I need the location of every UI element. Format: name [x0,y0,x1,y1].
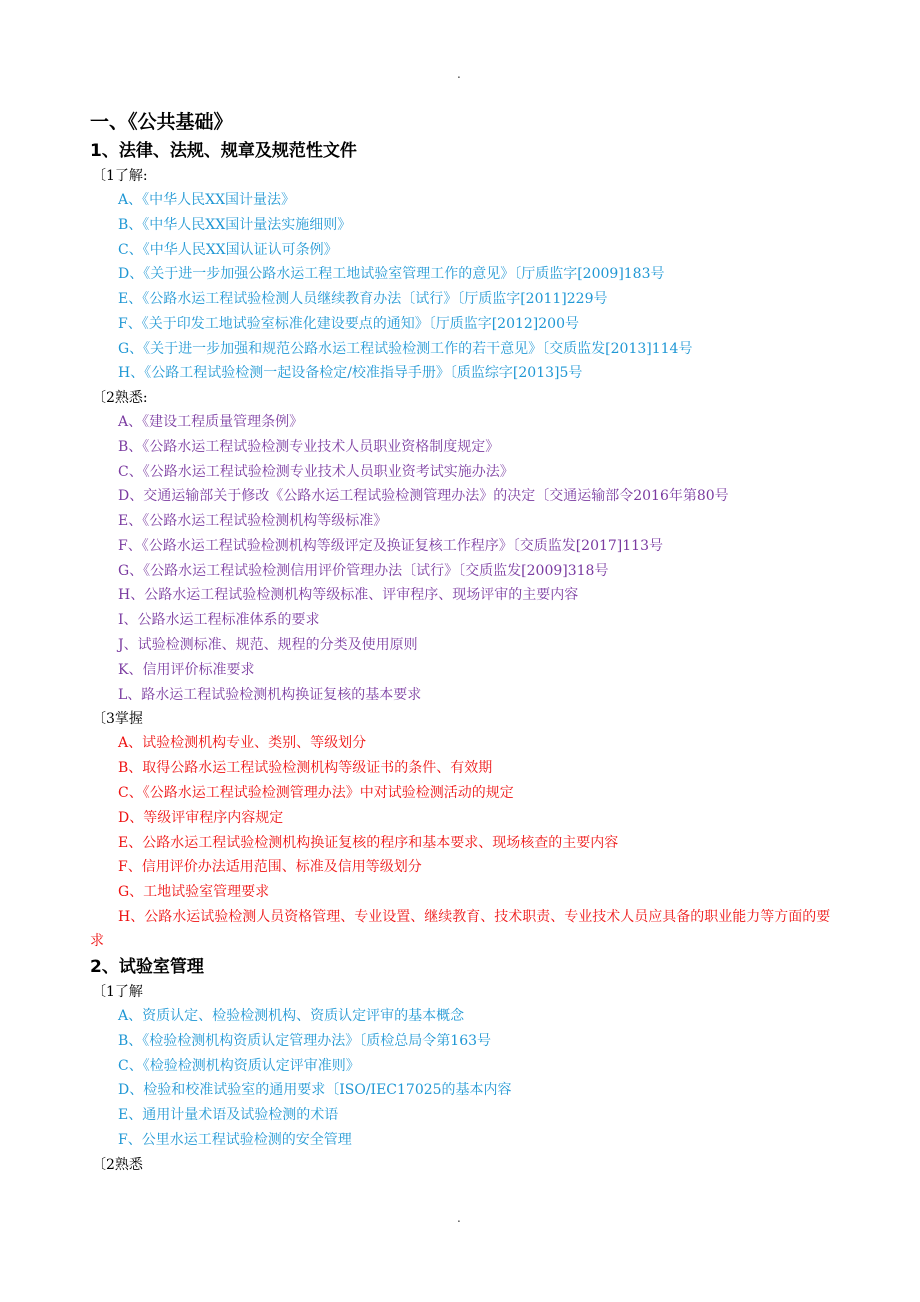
section-heading: 1、法律、法规、规章及规范性文件 [90,141,357,161]
level-label: 〔3掌握 [92,711,143,728]
list-item: A、《建设工程质量管理条例》 [118,414,304,431]
page-mark-bottom: . [457,1211,461,1225]
list-item: B、《中华人民XX国计量法实施细则》 [118,216,352,233]
list-item: D、《关于进一步加强公路水运工程工地试验室管理工作的意见》〔厅质监字[2009]183号 [118,266,665,283]
list-item: H、公路水运试验检测人员资格管理、专业设置、继续教育、技术职责、专业技术人员应具备的职业能力等方面的要求 [90,908,831,950]
list-item: H、公路水运工程试验检测机构等级标准、评审程序、现场评审的主要内容 [118,587,579,604]
list-item: C、《检验检测机构资质认定评审准则》 [118,1057,360,1074]
list-item: G、工地试验室管理要求 [118,884,270,901]
list-item: J、试验检测标准、规范、规程的分类及使用原则 [118,636,418,653]
level-label: 〔2熟悉: [92,390,148,407]
sections-container [90,138,838,1177]
list-item: C、《中华人民XX国认证认可条例》 [118,241,338,258]
list-item: F、公里水运工程试验检测的安全管理 [118,1131,352,1148]
list-item: E、公路水运工程试验检测机构换证复核的程序和基本要求、现场核查的主要内容 [118,834,619,851]
section-heading: 2、试验室管理 [90,956,204,977]
list-item: L、路水运工程试验检测机构换证复核的基本要求 [118,686,422,703]
level-label: 〔2熟悉 [92,1156,143,1173]
chapter-heading: 一、《公共基础》 [90,111,233,133]
list-item: B、取得公路水运工程试验检测机构等级证书的条件、有效期 [118,760,493,777]
list-item: I、公路水运工程标准体系的要求 [118,612,320,629]
list-item: D、交通运输部关于修改《公路水运工程试验检测管理办法》的决定〔交通运输部令2016年第80号 [118,488,729,505]
list-item: E、《公路水运工程试验检测机构等级标准》 [118,512,388,529]
list-item: D、检验和校准试验室的通用要求〔ISO/IEC17025的基本内容 [118,1082,512,1099]
list-item: F、《公路水运工程试验检测机构等级评定及换证复核工作程序》〔交质监发[2017]113号 [118,537,663,554]
list-item: F、《关于印发工地试验室标准化建设要点的通知》〔厅质监字[2012]200号 [118,315,579,332]
level-label: 〔1了解 [92,983,143,1000]
list-item: F、信用评价办法适用范围、标准及信用等级划分 [118,859,422,876]
list-item: C、《公路水运工程试验检测管理办法》中对试验检测活动的规定 [118,784,514,801]
list-item: E、《公路水运工程试验检测人员继续教育办法〔试行》〔厅质监字[2011]229号 [118,291,608,308]
level-label: 〔1了解: [92,168,148,184]
list-item: B、《公路水运工程试验检测专业技术人员职业资格制度规定》 [118,438,500,455]
list-item: G、《关于进一步加强和规范公路水运工程试验检测工作的若干意见》〔交质监发[2013]114号 [118,340,693,357]
list-item: A、《中华人民XX国计量法》 [118,192,296,208]
list-item: G、《公路水运工程试验检测信用评价管理办法〔试行》〔交质监发[2009]318号 [118,562,609,579]
list-item: B、《检验检测机构资质认定管理办法》〔质检总局令第163号 [118,1032,492,1049]
list-item: D、等级评审程序内容规定 [118,809,284,826]
list-item: E、通用计量术语及试验检测的术语 [118,1107,339,1124]
document-body [90,108,838,1177]
list-item: A、试验检测机构专业、类别、等级划分 [118,735,367,752]
list-item: H、《公路工程试验检测一起设备检定/校准指导手册》〔质监综字[2013]5号 [118,365,583,382]
list-item: C、《公路水运工程试验检测专业技术人员职业资考试实施办法》 [118,463,514,480]
list-item: A、资质认定、检验检测机构、资质认定评审的基本概念 [118,1007,465,1024]
list-item: K、信用评价标准要求 [118,661,255,678]
page-mark-top: . [457,67,461,81]
